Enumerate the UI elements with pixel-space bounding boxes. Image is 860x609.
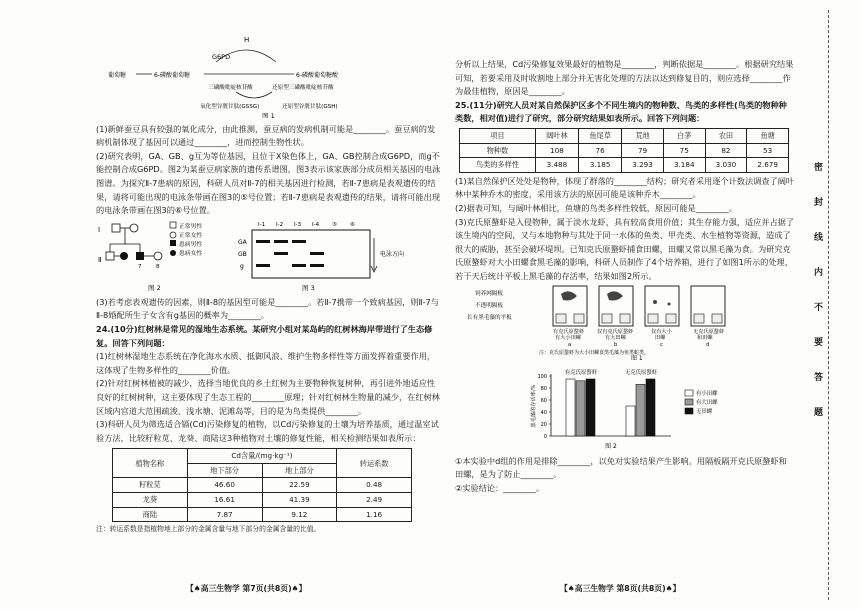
- q24-head: 24.(10分)红树林是常见的湿地生态系统。某研究小组对某岛屿的红树林海岸带进行了生态修复。回答下列问题：: [96, 323, 433, 348]
- y-tick-label: 100: [537, 374, 547, 381]
- legend-label: 有大田螺: [696, 400, 718, 407]
- cell: 76: [579, 143, 622, 158]
- cell-coef: 1.16: [337, 507, 412, 522]
- q23-part2: (2)研究表明，GA、GB、g互为等位基因，且位于X染色体上，GA、GB控制合成G6PD，而g不能控制合成G6PD。图2为某蚕豆病家族的遗传系谱图，图3表示该家族部分成员相关基因的电泳图谱。为探究Ⅱ-7患病的原因，科研人员对Ⅱ-7的相关基因进行检测，若Ⅱ-7患病是表观遗传的结果，请将可能出现的电泳条带画在图3的⑤号位置；若Ⅱ-7患病是表观遗传的结果，请将可能出现的电泳条带画在图3的⑥号位置。: [96, 150, 441, 216]
- cell: 75: [663, 143, 705, 158]
- fig1-label-opaque: 不透明隔板: [475, 302, 503, 309]
- q23-part1: (1)新鲜蚕豆具有较强的氧化成分，由此推测，蚕豆病的发病机制可能是________。蚕豆病的发病机制体现了基因可以通过________，进而控制生物性状。: [96, 123, 436, 148]
- row-g: g: [240, 262, 244, 270]
- cell: 53: [747, 143, 789, 158]
- th-habitat: 鱼尾草: [579, 128, 622, 143]
- lane-i1: Ⅰ-1: [258, 221, 266, 228]
- cell-coef: 0.48: [337, 478, 412, 493]
- tank-c-label-top: 仅有大小: [651, 328, 672, 335]
- tank-b-id: b: [614, 341, 618, 348]
- fig1-g6pd-label: G6PD: [212, 53, 231, 61]
- pedigree-ii6: [120, 252, 128, 260]
- lane-5: ⑤: [332, 221, 337, 228]
- cell-plant: 商陆: [113, 507, 188, 522]
- pedigree-num-7: 7: [138, 263, 142, 270]
- fig1-gluconate: 6-磷酸葡萄糖酸: [296, 72, 338, 79]
- tank-d-id: d: [706, 341, 710, 348]
- binding-margin: [806, 0, 860, 609]
- survival-bar-chart: [455, 364, 785, 450]
- table-row: [460, 143, 789, 158]
- y-tick-label: 40: [540, 410, 547, 417]
- fig2-fig3-row: [96, 218, 441, 296]
- pedigree-i2: [130, 224, 138, 232]
- table-note: 注：转运系数是指植物地上部分的金属含量与地下部分的金属含量的比值。: [96, 525, 321, 534]
- lane-i3: Ⅰ-3: [294, 221, 302, 228]
- fig1-nadp: 还原型三磷酸吡啶核苷酸: [272, 85, 334, 91]
- fig1-label-mesh: 饲养网隔板: [475, 290, 503, 297]
- legend-affected-female: 患病女性: [179, 250, 203, 257]
- fig3-caption: 图 3: [302, 283, 315, 292]
- legend-swatch: [685, 399, 693, 405]
- fig2-caption: 图 2: [148, 283, 161, 292]
- cell: 108: [535, 143, 578, 158]
- cell-under: 46.60: [187, 478, 262, 493]
- legend-swatch: [685, 390, 693, 396]
- fig1-g6p: 6-磷酸葡萄糖: [154, 72, 190, 79]
- fig1-glucose: 葡萄糖: [108, 72, 127, 79]
- q25-part3-question1: ①本实验中d组的作用是排除________，以免对实验结果产生影响。用隔板隔开克氏原螯虾和田螺，是为了防止________。: [455, 455, 787, 480]
- pedigree-ii5: [106, 252, 114, 260]
- th-plant: 植物名称: [113, 449, 188, 478]
- q25-part1: (1)某自然保护区处处是物种，体现了群落的________结构；研究者采用逐个计数法调查了阔叶林中某种乔木的密度，采用该方法的原因可能是该种乔木________。: [455, 175, 795, 200]
- electrophoresis-figure: [236, 218, 436, 294]
- binding-word: 内: [814, 268, 824, 278]
- q25-head: 25.(11分)研究人员对某自然保护区多个不同生境内的物种数、鸟类的多样性(鸟类的物种种类数，相对值)进行了研究，部分研究结果如表所示。回答下列问题：: [455, 99, 787, 124]
- electrophoresis-direction: 电泳方向: [380, 250, 405, 258]
- cell: 3.185: [579, 158, 622, 173]
- q25-part3: (3)克氏原螯虾是入侵物种，属于淡水龙虾，具有较高食用价值；其生存能力强，适应并占据了该生境内的空间，又与本地物种与其处于同一水体的鱼类、甲壳类、水生植物等资源，造成了很大的威胁，甚至会破坏堤坝。已知克氏原螯虾捕食田螺，田螺又常以黑毛藻为食。为研究克氏原螯虾对大小田螺食黑毛藻的影响，科研人员制作了4个培养箱，进行了如图1所示的处理，若干天后统计平板上黑毛藻的存活率，结果如图2所示。: [455, 216, 795, 281]
- page8-footer: 【♠高三生物学 第8页(共8页)♠】: [560, 584, 681, 593]
- pedigree-gen1: Ⅰ: [98, 225, 101, 234]
- fig1-gsh: 还原型谷胱甘肽(GSH): [282, 104, 338, 110]
- cell: 2.679: [747, 158, 789, 173]
- lane-i4: Ⅰ-4: [312, 221, 320, 228]
- bar: [586, 379, 595, 436]
- binding-word: 不: [814, 303, 824, 313]
- fig1-caption-right: 图 1: [631, 354, 643, 360]
- tank-setup-figure: [455, 284, 785, 360]
- table-row: [113, 493, 412, 508]
- q25-part2: (2)据表可知，与阔叶林相比，鱼塘的鸟类多样性较低，原因可能是________。: [455, 202, 737, 213]
- row-label: 鸟类的多样性: [460, 158, 536, 173]
- bar: [636, 384, 645, 436]
- y-axis-label: 黑毛藻的存活率/%: [531, 384, 537, 428]
- bar: [646, 379, 655, 436]
- tank-b-label-top: 仅有克氏原螯虾: [597, 328, 634, 335]
- th-under: 地下部分: [187, 463, 262, 478]
- cell-above: 41.39: [262, 493, 337, 508]
- q24-part3: (3)科研人员为筛选适合镉(Cd)污染修复的植物，以Cd污染修复的土壤为培养基质，通过温室试验方法，比较籽粒苋、龙葵、商陆这3种植物对土壤的修复性能，相关检测结果如表所示：: [96, 419, 439, 443]
- cd-table: [112, 448, 412, 522]
- bar: [576, 381, 585, 436]
- page7-footer: 【♠高三生物学 第7页(共8页)♠】: [186, 584, 307, 593]
- tank-c: [645, 286, 679, 326]
- fig1-caption: 图 1: [262, 112, 275, 118]
- legend-label: 有小田螺: [696, 391, 718, 398]
- pedigree-num-8: 8: [156, 263, 160, 270]
- table-row: [460, 158, 789, 173]
- tank-a: [553, 286, 587, 326]
- th-habitat: 白茅: [663, 128, 705, 143]
- fig1-nadph: 三磷酸吡啶核苷酸: [208, 85, 253, 91]
- q24-continued: 分析以上结果，Cd污染修复效果最好的植物是________，判断依据是________。根据研究结果可知，若要采用及时收割地上部分并无害化处理的方法以达到修复目的，则应选择________作为最佳植物，原因是________。: [455, 59, 794, 97]
- th-habitat: 荒地: [622, 128, 664, 143]
- q23-part3: (3)若考虑表观遗传的因素，则Ⅱ-8的基因型可能是________。若Ⅱ-7携带一个致病基因，则Ⅱ-7与Ⅱ-8婚配所生子女含有g基因的概率为________。: [96, 296, 439, 321]
- category-label: 有克氏原螯虾: [564, 370, 598, 377]
- tank-b-label-bot: 有大田螺: [605, 334, 626, 341]
- cell: 3.293: [622, 158, 664, 173]
- tank-c-id: c: [660, 341, 663, 348]
- cell: 3.184: [663, 158, 705, 173]
- th-habitat: 鱼塘: [747, 128, 789, 143]
- cell: 79: [622, 143, 664, 158]
- legend-normal-male: 正常男性: [179, 223, 203, 230]
- pedigree-ii7: [136, 252, 144, 260]
- cell-plant: 籽粒苋: [113, 478, 188, 493]
- bar: [566, 379, 575, 436]
- lane-i2: Ⅰ-2: [276, 221, 284, 228]
- y-tick-label: 80: [540, 386, 547, 393]
- th-cd: Cd含量/(mg·kg⁻¹): [187, 449, 337, 464]
- right-column: [455, 58, 795, 495]
- y-tick-label: 0: [543, 434, 547, 441]
- fig1-note: 注：克氏原螯虾为大小田螺食黑毛藻为鱼类蛇类。: [539, 349, 650, 356]
- pedigree-ii8: [154, 252, 162, 260]
- y-tick-label: 60: [540, 398, 547, 405]
- row-label: 物种数: [460, 143, 536, 158]
- cell: 3.030: [705, 158, 747, 173]
- legend-label: 无田螺: [696, 409, 713, 416]
- th-above: 地上部分: [262, 463, 337, 478]
- bar: [626, 406, 635, 436]
- table-row: [113, 507, 412, 522]
- fig1-h-label: H: [244, 36, 250, 44]
- cell-under: 16.61: [187, 493, 262, 508]
- q25-part3-conclusion: ②实验结论：________。: [455, 482, 545, 493]
- tank-c-label-bot: 田螺: [655, 334, 666, 341]
- th-item: 项目: [460, 128, 536, 143]
- row-gb: GB: [238, 250, 247, 258]
- legend-swatch: [685, 408, 693, 414]
- fig1-label-plate: 长有黑毛藻的平板: [467, 314, 512, 321]
- category-label: 无克氏原螯虾: [624, 370, 658, 377]
- cell-coef: 2.49: [337, 493, 412, 508]
- tank-d-label-bot: 和田螺: [697, 334, 713, 341]
- fig1-gssg: 氧化型谷胱甘肽(GSSG): [200, 104, 260, 110]
- tank-a-id: a: [568, 341, 572, 348]
- binding-word: 要: [814, 338, 824, 348]
- binding-word: 题: [814, 408, 824, 418]
- cell: 82: [705, 143, 747, 158]
- tank-a-label-top: 有克氏原螯虾: [553, 328, 585, 335]
- binding-word: 答: [814, 373, 824, 383]
- th-habitat: 阔叶林: [535, 128, 578, 143]
- habitat-table: [459, 128, 789, 173]
- binding-word: 密: [814, 163, 824, 173]
- pedigree-figure: [96, 218, 236, 294]
- binding-word: 线: [814, 233, 824, 243]
- legend-normal-female: 正常女性: [179, 232, 203, 239]
- pedigree-i1: [112, 224, 120, 232]
- pedigree-gen2: Ⅱ: [98, 255, 102, 264]
- y-tick-label: 20: [540, 422, 547, 429]
- cell-above: 9.12: [262, 507, 337, 522]
- legend-affected-male: 患病男性: [179, 241, 203, 248]
- cell-above: 22.59: [262, 478, 337, 493]
- row-ga: GA: [238, 238, 247, 246]
- left-column: [96, 32, 441, 534]
- tank-a-label-bot: 有大小田螺: [555, 334, 581, 341]
- cell-plant: 龙葵: [113, 493, 188, 508]
- table-row: [113, 478, 412, 493]
- cell-under: 7.87: [187, 507, 262, 522]
- q24-part1: (1)红树林湿地生态系统在净化海水水质、抵御风浪、维护生物多样性等方面发挥着重要作用，这体现了生物多样性的________价值。: [96, 351, 436, 375]
- tank-d-label-top: 无克氏原螯虾: [693, 328, 725, 335]
- th-coef: 转运系数: [337, 449, 412, 478]
- lane-6: ⑥: [350, 221, 355, 228]
- th-habitat: 农田: [705, 128, 747, 143]
- binding-dashed-line: [828, 10, 829, 600]
- tank-d: [691, 286, 725, 326]
- g6pd-pathway-figure: [96, 32, 441, 118]
- binding-word: 封: [814, 198, 824, 208]
- cell: 3.488: [535, 158, 578, 173]
- q24-part2: (2)针对红树林植被的减少，选择当地优良的乡土红树为主要物种恢复树种，再引进外地适应性良好的红树树种，这主要体现了生态工程的________原理；针对红树林生物量的减少，在红树林区域内官道大范围疏浚、浅水塘、泥滩岛等，目的是为鸟类提供________。: [96, 378, 440, 416]
- chart-caption: 图 2: [605, 443, 617, 451]
- tank-b: [599, 286, 633, 326]
